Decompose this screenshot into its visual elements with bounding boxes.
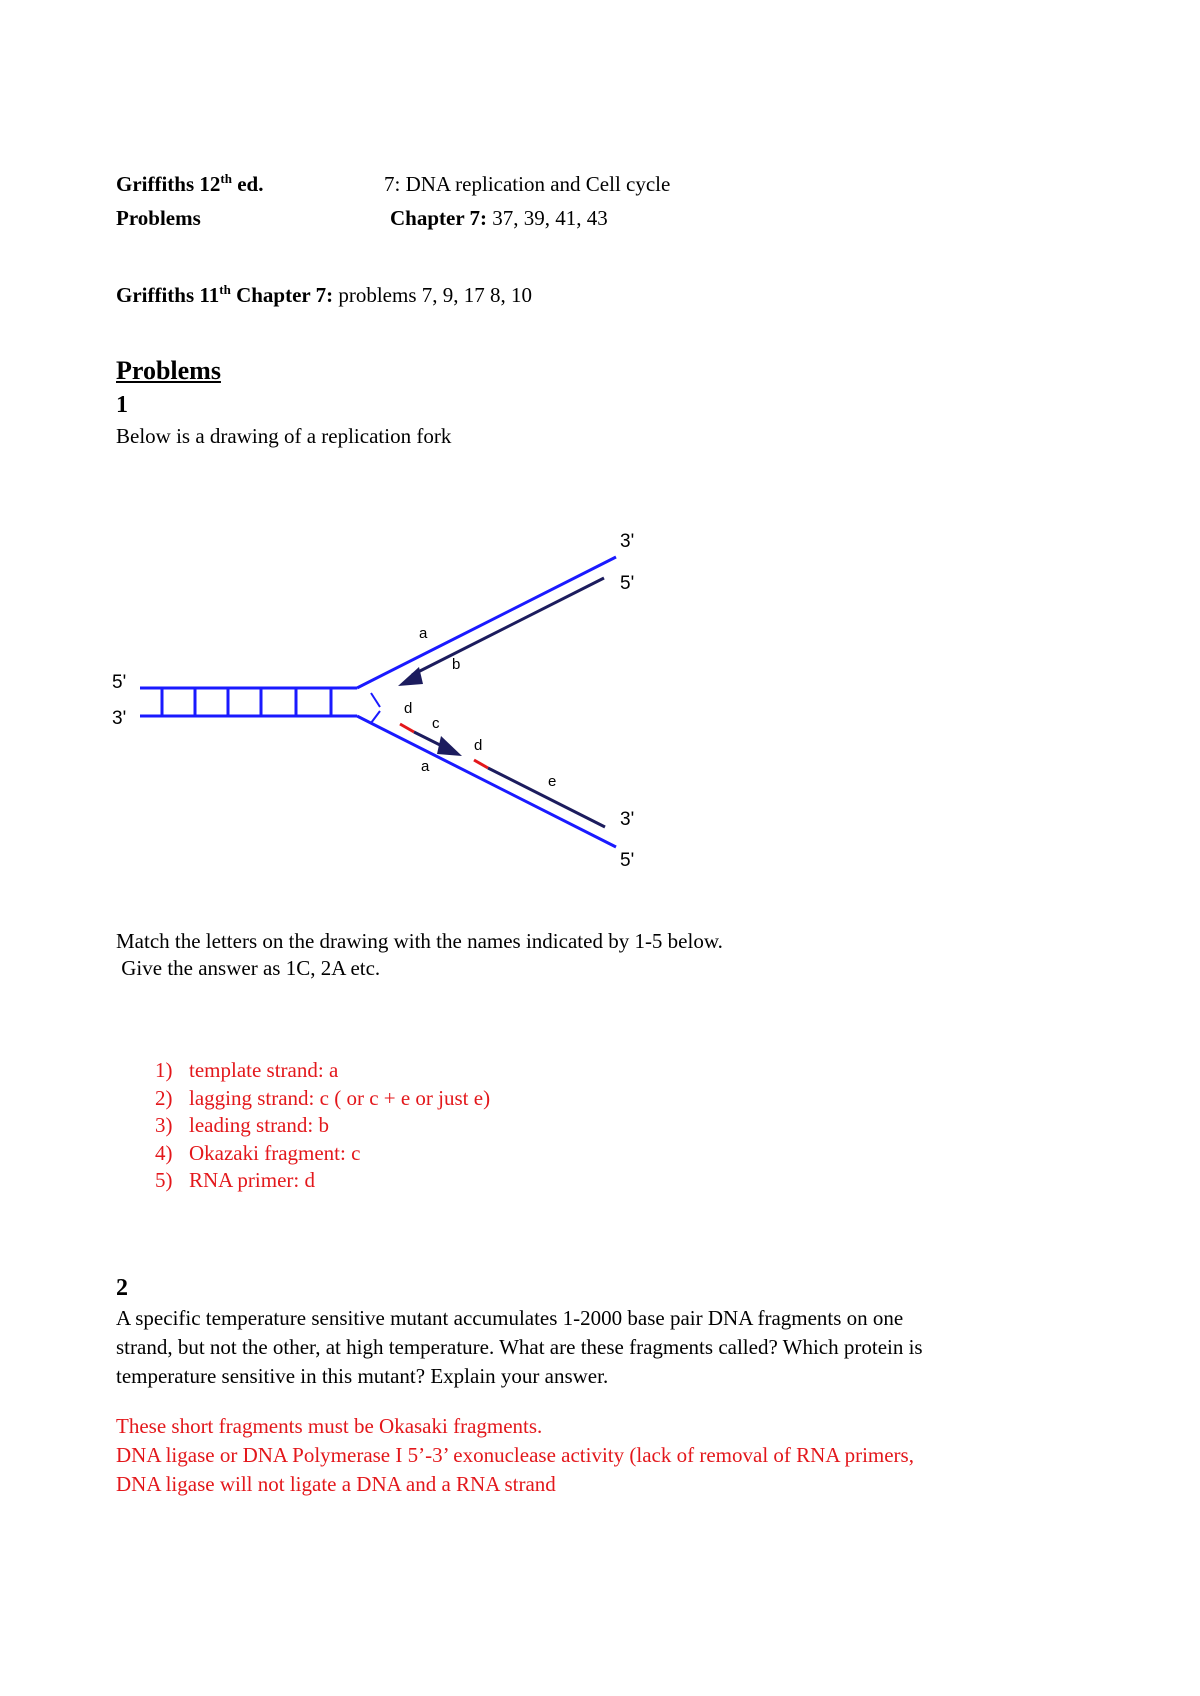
- header-edition-prefix: Griffiths 12: [116, 172, 221, 196]
- problem-2-answer: [116, 1412, 914, 1499]
- answer-text: lagging strand: c ( or c + e or just e): [189, 1085, 491, 1110]
- header-problems-label: Problems: [116, 206, 201, 230]
- answer-text: RNA primer: d: [189, 1168, 315, 1192]
- label-d-left: d: [404, 700, 413, 717]
- header-chapter-title: 7: DNA replication and Cell cycle: [384, 172, 671, 196]
- rna-primer-right: [474, 760, 488, 768]
- label-b: b: [452, 656, 461, 673]
- template-strand-bottom: [357, 716, 616, 847]
- answer-item: [155, 1140, 490, 1168]
- header-edition-suffix: ed.: [231, 172, 264, 196]
- header-chapter-list: 37, 39, 41, 43: [487, 206, 608, 230]
- label-c: c: [432, 715, 440, 732]
- answer-item: [155, 1112, 490, 1140]
- answer-text: leading strand: b: [189, 1113, 329, 1137]
- answer-number: 4): [155, 1140, 173, 1165]
- answer-number: 2): [155, 1085, 173, 1110]
- problem-1-intro: Below is a drawing of a replication fork: [116, 424, 452, 448]
- problem-1-instruction-1: Match the letters on the drawing with the names indicated by 1-5 below.: [116, 929, 723, 953]
- leading-strand: [412, 578, 604, 675]
- leading-strand-arrowhead: [398, 667, 423, 686]
- fork-tick-top: [371, 693, 380, 707]
- problem-2-number: 2: [116, 1275, 128, 1301]
- label-a-top: a: [419, 625, 428, 642]
- header-11th-sup: th: [219, 282, 231, 297]
- section-title: Problems: [116, 356, 221, 385]
- label-top-3prime: 3': [620, 531, 635, 552]
- label-bottom-5prime: 5': [620, 850, 635, 871]
- header-edition-sup: th: [220, 171, 232, 186]
- header-11th-prefix: Griffiths 11: [116, 283, 220, 307]
- answer-text: template strand: a: [189, 1058, 339, 1082]
- problem-1-instruction-2: Give the answer as 1C, 2A etc.: [116, 956, 381, 980]
- answer-item: [155, 1057, 490, 1085]
- answer-number: 1): [155, 1058, 173, 1082]
- problem-2-answer-line: DNA ligase or DNA Polymerase I 5’-3’ exonuclease activity (lack of removal of RNA primers,: [116, 1443, 914, 1467]
- label-e: e: [548, 773, 557, 790]
- label-top-5prime: 5': [620, 573, 635, 594]
- problem-2-question-line: A specific temperature sensitive mutant accumulates 1-2000 base pair DNA fragments on one: [116, 1306, 904, 1330]
- problem-1-number: 1: [116, 392, 128, 418]
- problem-2-question: [116, 1304, 923, 1391]
- okazaki-fragment-arrowhead: [437, 736, 462, 756]
- header-chapter-label: Chapter 7:: [390, 206, 488, 230]
- label-left-5prime: 5': [112, 672, 127, 693]
- lagging-fragment-e: [488, 768, 605, 827]
- template-strand-top: [357, 557, 616, 688]
- okazaki-fragment: [414, 732, 440, 745]
- label-left-3prime: 3': [112, 708, 127, 729]
- answer-item: [155, 1085, 490, 1113]
- label-bottom-3prime: 3': [620, 809, 635, 830]
- problem-2-question-line: temperature sensitive in this mutant? Explain your answer.: [116, 1364, 609, 1388]
- label-d-right: d: [474, 737, 483, 754]
- label-a-bottom: a: [421, 758, 430, 775]
- rna-primer-left: [400, 724, 414, 732]
- problem-2-question-line: strand, but not the other, at high temperature. What are these fragments called? Which protein is: [116, 1335, 923, 1359]
- answer-item: [155, 1167, 490, 1195]
- fork-tick-bottom: [371, 711, 380, 723]
- problem-2-answer-line: These short fragments must be Okasaki fragments.: [116, 1414, 543, 1438]
- header-11th-problems: problems 7, 9, 17 8, 10: [333, 283, 532, 307]
- problem-1-answers: [155, 1057, 490, 1195]
- problem-2-answer-line: DNA ligase will not ligate a DNA and a RNA strand: [116, 1472, 556, 1496]
- answer-number: 5): [155, 1168, 173, 1192]
- answer-text: Okazaki fragment: c: [189, 1140, 361, 1165]
- answer-number: 3): [155, 1113, 173, 1137]
- header-11th-chapter: Chapter 7:: [230, 283, 334, 307]
- parental-duplex: [140, 688, 357, 716]
